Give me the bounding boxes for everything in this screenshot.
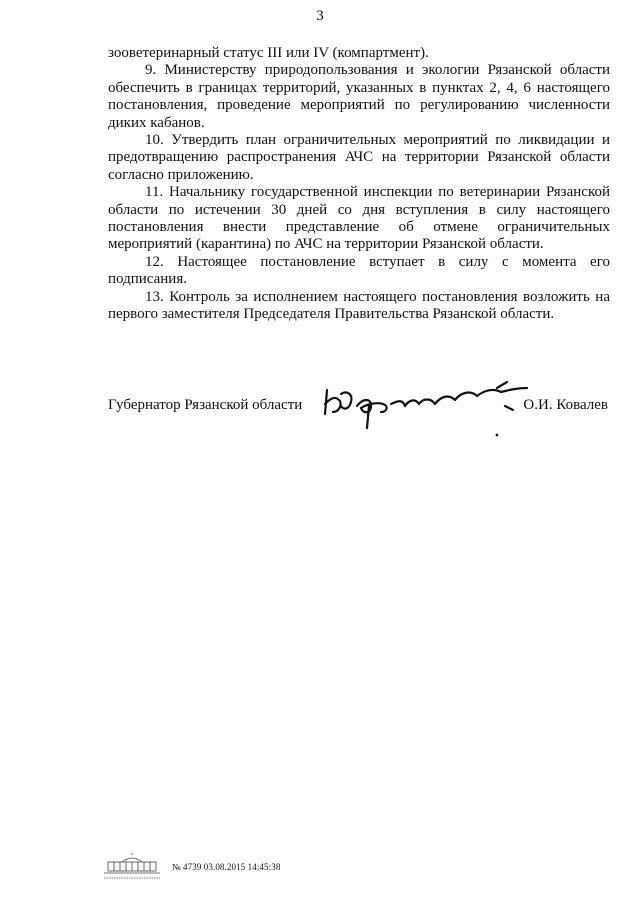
paragraph-item-9: 9. Министерству природопользования и экологии Рязанской области обеспечить в границах территорий, указанных в пунктах 2, 4, 6 настоящего постановления, проведение мероприятий по регулированию численности диких кабанов. — [108, 62, 610, 131]
registration-stamp: № 4739 03.08.2015 14:45:38 — [172, 862, 281, 872]
paragraph-item-13: 13. Контроль за исполнением настоящего постановления возложить на первого заместителя Председателя Правительства Рязанской области. — [108, 288, 610, 323]
handwritten-signature — [321, 380, 531, 440]
signature-block — [108, 380, 610, 440]
registration-footer — [100, 852, 360, 882]
paragraph-item-11: 11. Начальнику государственной инспекции по ветеринарии Рязанской области по истечении 30 дней со дня вступления в силу настоящего постановления внести представление об отмене ограничительных мероприятий (карантина) по АЧС на территории Рязанской области. — [108, 184, 610, 253]
paragraph-item-10: 10. Утвердить план ограничительных мероприятий по ликвидации и предотвращению распространения АЧС на территории Рязанской области согласно приложению. — [108, 132, 610, 183]
signer-name: О.И. Ковалев — [523, 397, 608, 413]
paragraph-item-12: 12. Настоящее постановление вступает в силу с момента его подписания. — [108, 253, 610, 288]
signer-title: Губернатор Рязанской области — [108, 397, 303, 413]
document-body — [108, 45, 610, 324]
paragraph-continuation: зооветеринарный статус III или IV (компартмент). — [108, 45, 429, 61]
stray-ink-mark — [494, 432, 500, 438]
page-number: 3 — [316, 8, 324, 24]
government-building-logo-icon — [100, 852, 164, 880]
